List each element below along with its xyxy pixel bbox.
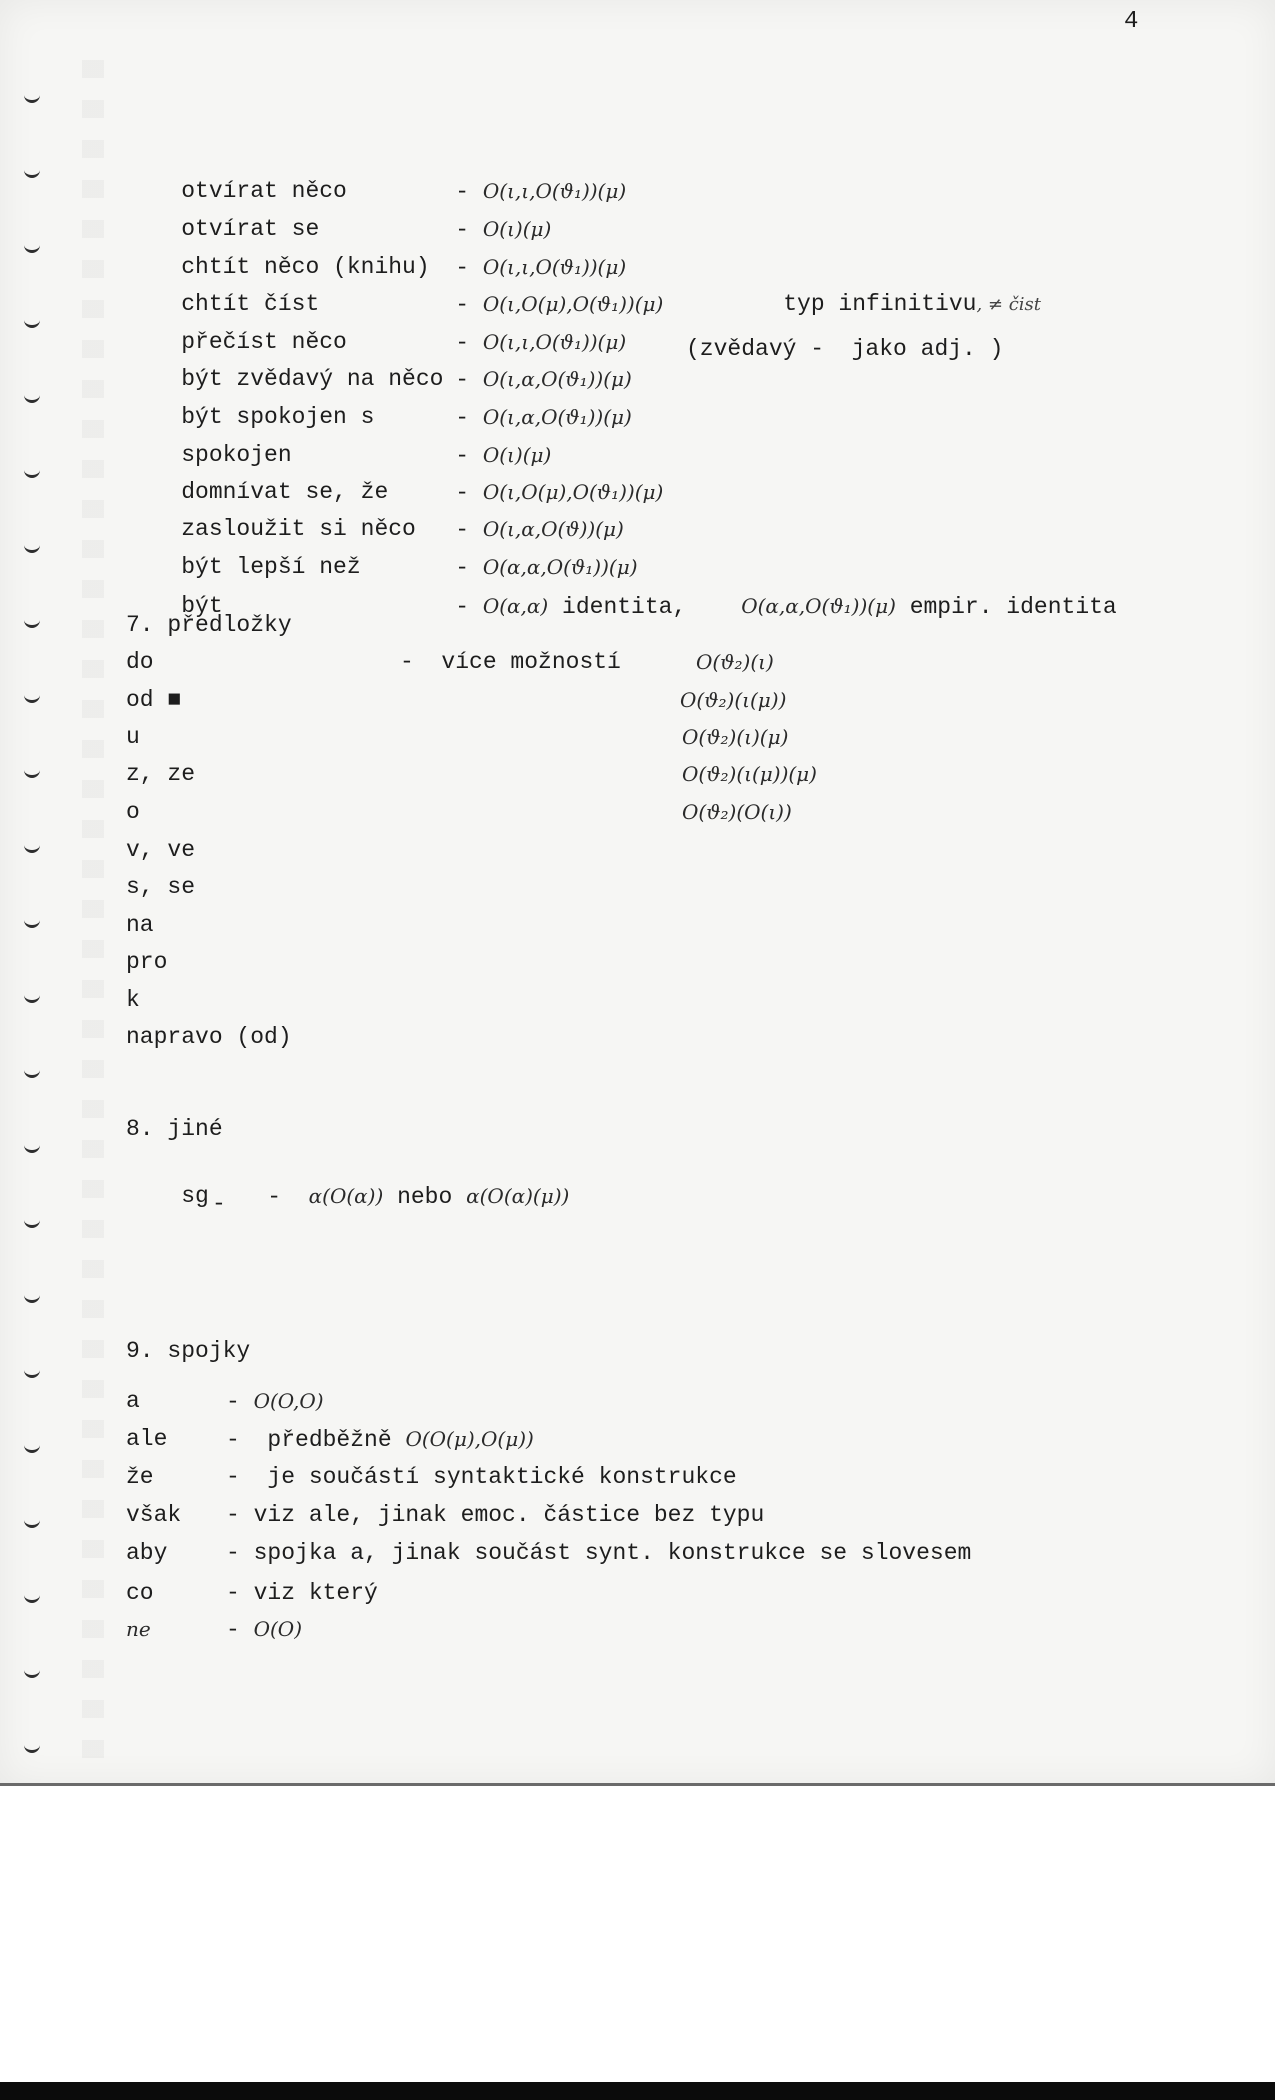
type-formula: O(ι,α,O(ϑ₁))(μ) [482,405,632,429]
type-formula: O(ι)(μ) [482,217,552,241]
type-formula: α(O(α)(μ)) [466,1184,570,1208]
preposition-term: napravo (od) [126,1024,292,1050]
note-text: identita, [562,594,687,620]
type-formula: O(ϑ₂)(ι) [696,650,774,674]
preposition-term: o [126,799,140,825]
preposition-term: od ■ [126,687,182,713]
binder-hole [24,1065,40,1078]
dash: - [455,443,470,469]
conjunction-def: - viz který [226,1580,378,1606]
dash: - [455,517,470,543]
dash: - [455,594,470,620]
verb-term: přečíst něco [181,329,347,355]
binder-hole [24,765,40,778]
binder-hole [24,1365,40,1378]
conjunction-term-handwritten: ne [126,1617,151,1641]
conjunction-def: - O(O,O) [226,1389,324,1415]
type-formula: O(O) [253,1617,303,1641]
type-formula: O(α,α,O(ϑ₁))(μ) [482,555,638,579]
verb-term: být spokojen s [181,404,375,430]
type-formula: O(ϑ₂)(ι)(μ) [682,725,789,749]
mark: ■ [167,687,182,713]
binder-hole [24,165,40,178]
binder-hole [24,990,40,1003]
preposition-term: v, ve [126,837,196,863]
binder-hole [24,240,40,253]
verb-term: chtít něco (knihu) [181,254,430,280]
type-formula: O(α,α) [482,594,549,618]
dash: - [455,292,470,318]
type-formula: O(ι,ι,O(ϑ₁))(μ) [482,179,627,203]
preposition-term: do [126,649,154,675]
binder-hole [24,1740,40,1753]
dash: - [267,1184,282,1210]
dash: - [455,179,470,205]
verb-term: být [181,593,223,619]
type-formula: O(ι,ι,O(ϑ₁))(μ) [482,330,627,354]
handwritten-scribble: , ≠ čist [976,294,1042,315]
page-number: 4 [1124,8,1139,35]
verb-term: domnívat se, že [181,479,389,505]
binder-hole [24,315,40,328]
sg-row [126,1151,209,1241]
binder-hole [24,90,40,103]
binder-hole [24,1590,40,1603]
dash: - [455,405,470,431]
dash: - [455,255,470,281]
type-formula: O(O(μ),O(μ)) [405,1427,534,1451]
conjunction-def: - je součástí syntaktické konstrukce [226,1464,737,1490]
type-formula: O(α,α,O(ϑ₁))(μ) [741,594,896,618]
type-formula: O(ι)(μ) [482,443,552,467]
type-formula: O(ι,α,O(ϑ₁))(μ) [482,367,632,391]
verb-term: otvírat něco [181,178,347,204]
type-formula: O(ι,α,O(ϑ))(μ) [482,517,624,541]
preposition-term: k [126,987,140,1013]
dash: - [455,555,470,581]
connector: nebo [397,1184,453,1210]
binder-hole [24,390,40,403]
dash: - [455,367,470,393]
conjunction-def: - viz ale, jinak emoc. částice bez typu [226,1502,765,1528]
section-heading: 7. předložky [126,612,292,638]
type-formula: O(ι,O(μ),O(ϑ₁))(μ) [482,292,664,316]
conjunction-term: aby [126,1540,168,1566]
binder-hole [24,915,40,928]
note-text: empir. identita [909,594,1117,620]
binder-hole [24,465,40,478]
verb-term: být zvědavý na něco [181,366,444,392]
verb-term: být lepší než [181,554,361,580]
conjunction-def: - předběžně O(O(μ),O(μ)) [226,1427,534,1453]
verb-note: (zvědavý - jako adj. ) [686,336,1004,362]
conjunction-term: a [126,1388,140,1414]
binder-hole [24,1290,40,1303]
type-formula: O(ι,O(μ),O(ϑ₁))(μ) [482,480,664,504]
page-edge [0,1783,1275,1786]
note-text: typ infinitivu [783,291,977,317]
conjunction-def: - spojka a, jinak součást synt. konstrukce se slovesem [226,1540,972,1566]
type-formula: O(ι,ι,O(ϑ₁))(μ) [482,255,627,279]
binder-hole [24,1215,40,1228]
binder-hole [24,840,40,853]
conjunction-def: - O(O) [226,1617,303,1643]
binder-hole [24,1140,40,1153]
verb-note [686,561,1117,652]
preposition-term: pro [126,949,168,975]
dash: - [212,1191,226,1217]
dash: - [455,330,470,356]
preposition-term: z, ze [126,761,196,787]
section-note: - více možností [400,649,621,675]
binder-hole [24,690,40,703]
verb-term: chtít číst [181,291,320,317]
section-heading: 8. jiné [126,1116,223,1142]
preposition-term: s, se [126,874,196,900]
conjunction-term: že [126,1464,154,1490]
type-formula: O(ϑ₂)(O(ι)) [682,800,792,824]
sg-def [212,1151,569,1242]
verb-term: spokojen [181,442,292,468]
verb-term: otvírat se [181,216,320,242]
binder-hole [24,1665,40,1678]
verb-def [400,561,686,652]
type-formula: O(ϑ₂)(ι(μ))(μ) [682,762,817,786]
binder-hole [24,540,40,553]
preposition-term: na [126,912,154,938]
conjunction-term: ale [126,1426,168,1452]
type-formula: α(O(α)) [308,1184,384,1208]
type-formula: O(ϑ₂)(ι(μ)) [680,688,787,712]
binder-hole [24,1440,40,1453]
dash: - [455,217,470,243]
verb-term: zasloužit si něco [181,516,416,542]
binder-margin [82,60,104,1760]
binder-hole [24,615,40,628]
section-heading: 9. spojky [126,1338,251,1364]
type-formula: O(O,O) [253,1389,324,1413]
conjunction-term: co [126,1580,154,1606]
conjunction-term: však [126,1502,182,1528]
dash: - [455,480,470,506]
binder-hole [24,1515,40,1528]
preposition-term: u [126,724,140,750]
scanner-footer-strip [0,2082,1275,2100]
sg-term: sg [181,1183,209,1209]
